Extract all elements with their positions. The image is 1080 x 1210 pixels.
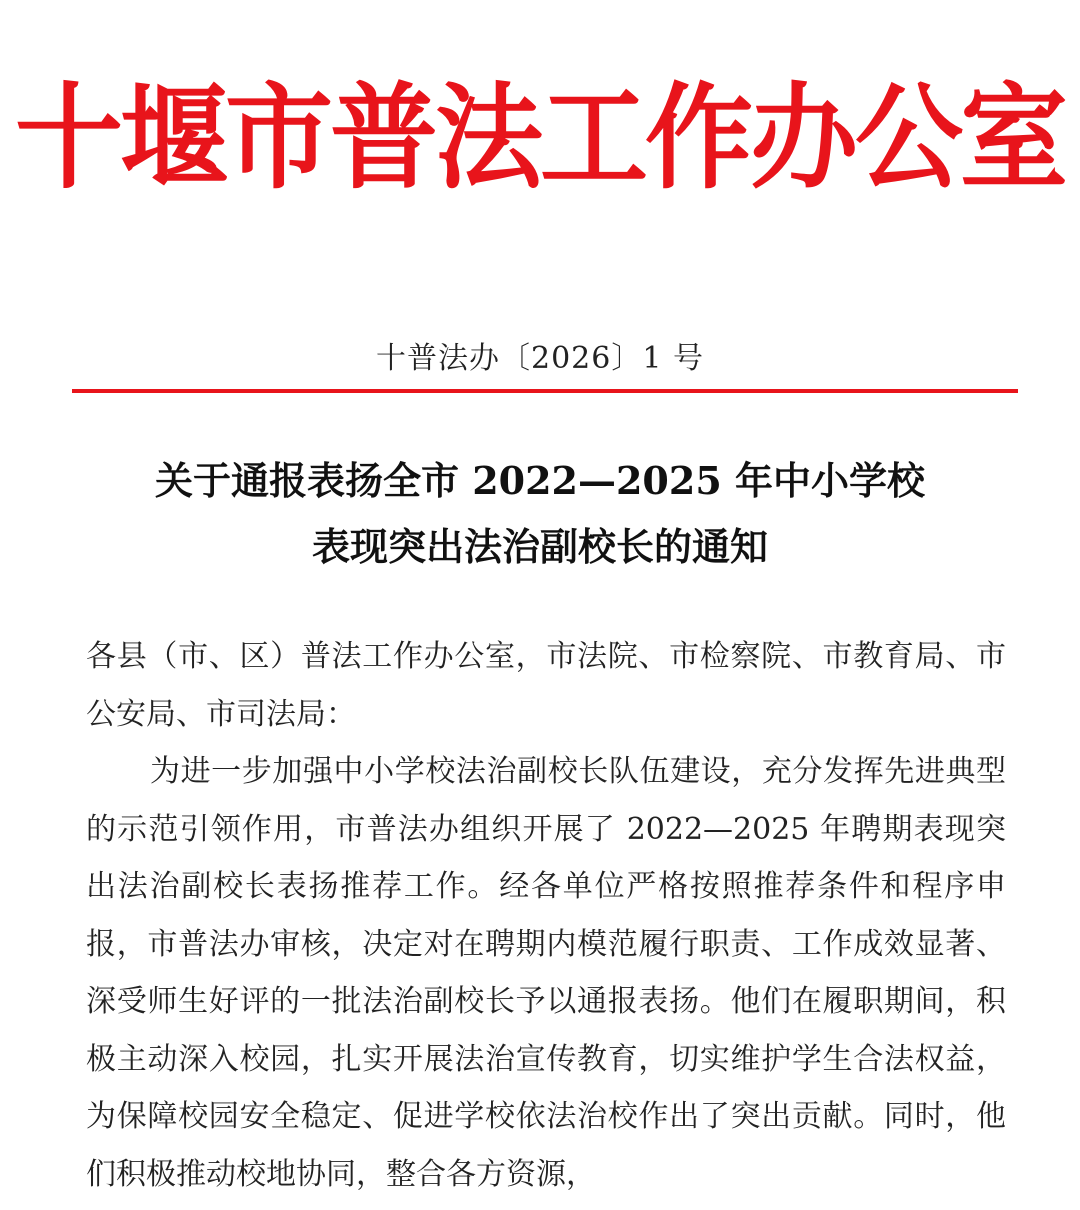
red-divider-line <box>72 389 1018 393</box>
title-line-1: 关于通报表扬全市 2022—2025 年中小学校 <box>155 458 925 503</box>
issuer-masthead: 十堰市普法工作办公室 <box>14 71 1065 205</box>
document-title <box>0 448 1080 580</box>
document-number: 十普法办〔2026〕1 号 <box>376 341 704 376</box>
body-paragraph: 为进一步加强中小学校法治副校长队伍建设，充分发挥先进典型的示范引领作用，市普法办组织开展了 2022—2025 年聘期表现突出法治副校长表扬推荐工作。经各单位严格按照推荐条件和程序申报，市普法办审核，决定对在聘期内模范履行职责、工作成效显著、深受师生好评的一批法治副校长予以通报表扬。他们在履职期间，积极主动深入校园，扎实开展法治宣传教育，切实维护学生合法权益，为保障校园安全稳定、促进学校依法治校作出了突出贡献。同时，他们积极推动校地协同，整合各方资源， <box>86 754 1006 1192</box>
salutation: 各县（市、区）普法工作办公室，市法院、市检察院、市教育局、市公安局、市司法局： <box>86 639 1006 732</box>
title-line-2: 表现突出法治副校长的通知 <box>311 524 768 569</box>
document-body <box>86 628 1006 1203</box>
